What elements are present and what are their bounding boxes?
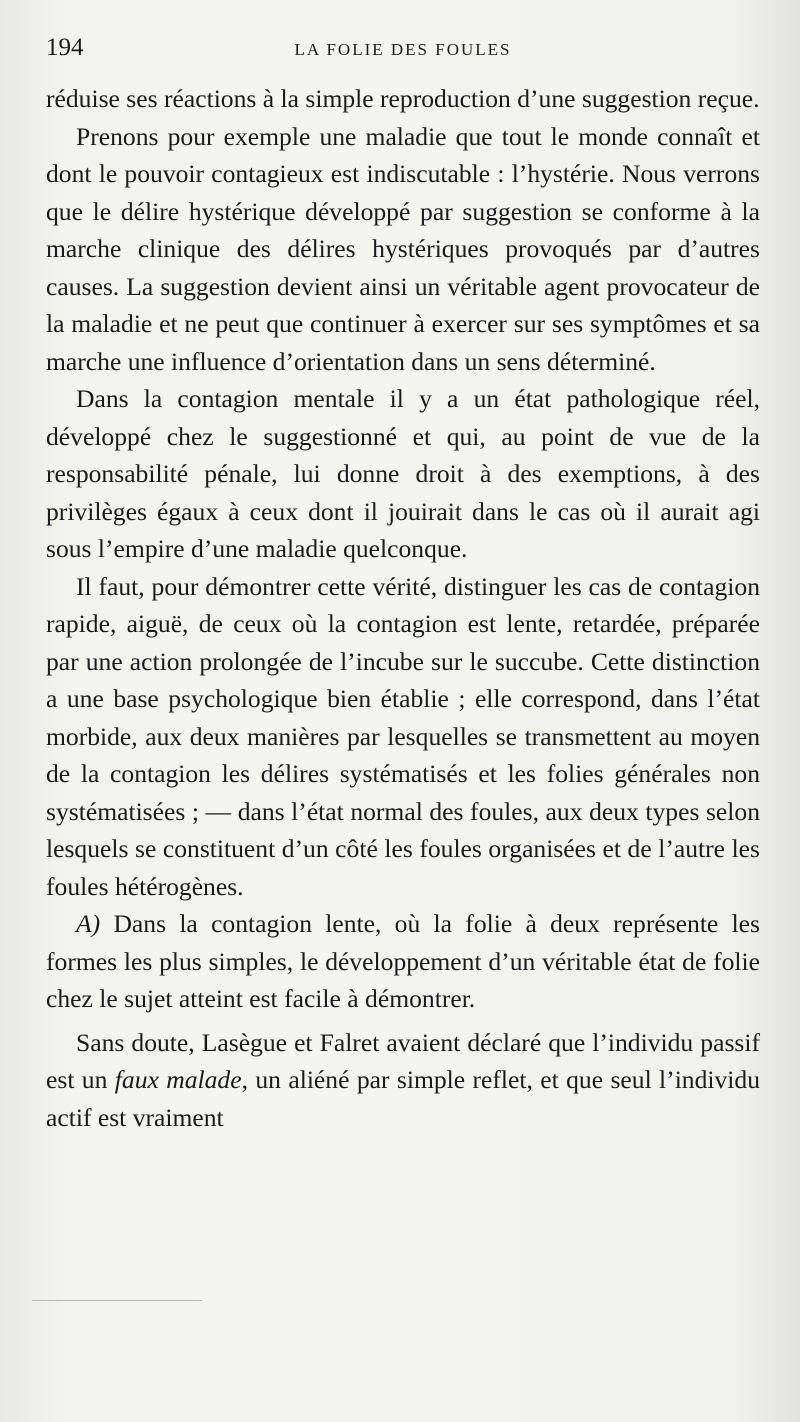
section-label: A) bbox=[76, 909, 101, 938]
paragraph-6-text-before: Sans doute, Lasègue et Falret avaient déclaré que l’individu passif est un bbox=[46, 1027, 760, 1094]
paragraph-6 bbox=[46, 1024, 760, 1137]
body-text bbox=[46, 80, 760, 1136]
paragraph-5-text: Dans la contagion lente, où la folie à deux représente les formes les plus simples, le développement d’un véritable état de folie chez le sujet atteint est facile à démontrer. bbox=[46, 909, 760, 1013]
running-title: LA FOLIE DES FOULES bbox=[294, 40, 512, 59]
paragraph-2: Prenons pour exemple une maladie que tout le monde connaît et dont le pouvoir contagieux est indiscutable : l’hystérie. Nous verrons que le délire hystérique développé par suggestion se conforme à la marche clinique des délires hystériques provoqués par d’autres causes. La suggestion devient ainsi un véritable agent provocateur de la maladie et ne peut que continuer à exercer sur ses symptômes et sa marche une influence d’orientation dans un sens déterminé. bbox=[46, 121, 760, 376]
paragraph-1: réduise ses réactions à la simple reproduction d’une suggestion reçue. bbox=[46, 84, 760, 113]
page-header bbox=[46, 34, 760, 70]
paragraph-4: Il faut, pour démontrer cette vérité, distinguer les cas de contagion rapide, aiguë, de ceux où la contagion est lente, retardée, préparée par une action prolongée de l’incube sur le succube. Cette distinction a une base psychologique bien établie ; elle correspond, dans l’état morbide, aux deux manières par lesquelles se transmettent au moyen de la contagion les délires systématisés et les folies générales non systématisées ; — dans l’état normal des foules, aux deux types selon lesquels se constituent d’un côté les foules organisées et de l’autre les foules hétérogènes. bbox=[46, 571, 760, 901]
page-number: 194 bbox=[46, 34, 84, 61]
paragraph-3: Dans la contagion mentale il y a un état pathologique réel, développé chez le suggestionné et qui, au point de vue de la responsabilité pénale, lui donne droit à des exemptions, à des privilèges égaux à ceux dont il jouirait dans le cas où il aurait agi sous l’empire d’une maladie quelconque. bbox=[46, 384, 760, 563]
paragraph-6-text-after: , un aliéné par simple reflet, et que seul l’individu actif est vraiment bbox=[46, 1065, 761, 1132]
paragraph-6-emphasis: faux malade bbox=[114, 1065, 242, 1094]
footnote-rule bbox=[32, 1300, 202, 1301]
paragraph-5 bbox=[46, 905, 760, 1018]
